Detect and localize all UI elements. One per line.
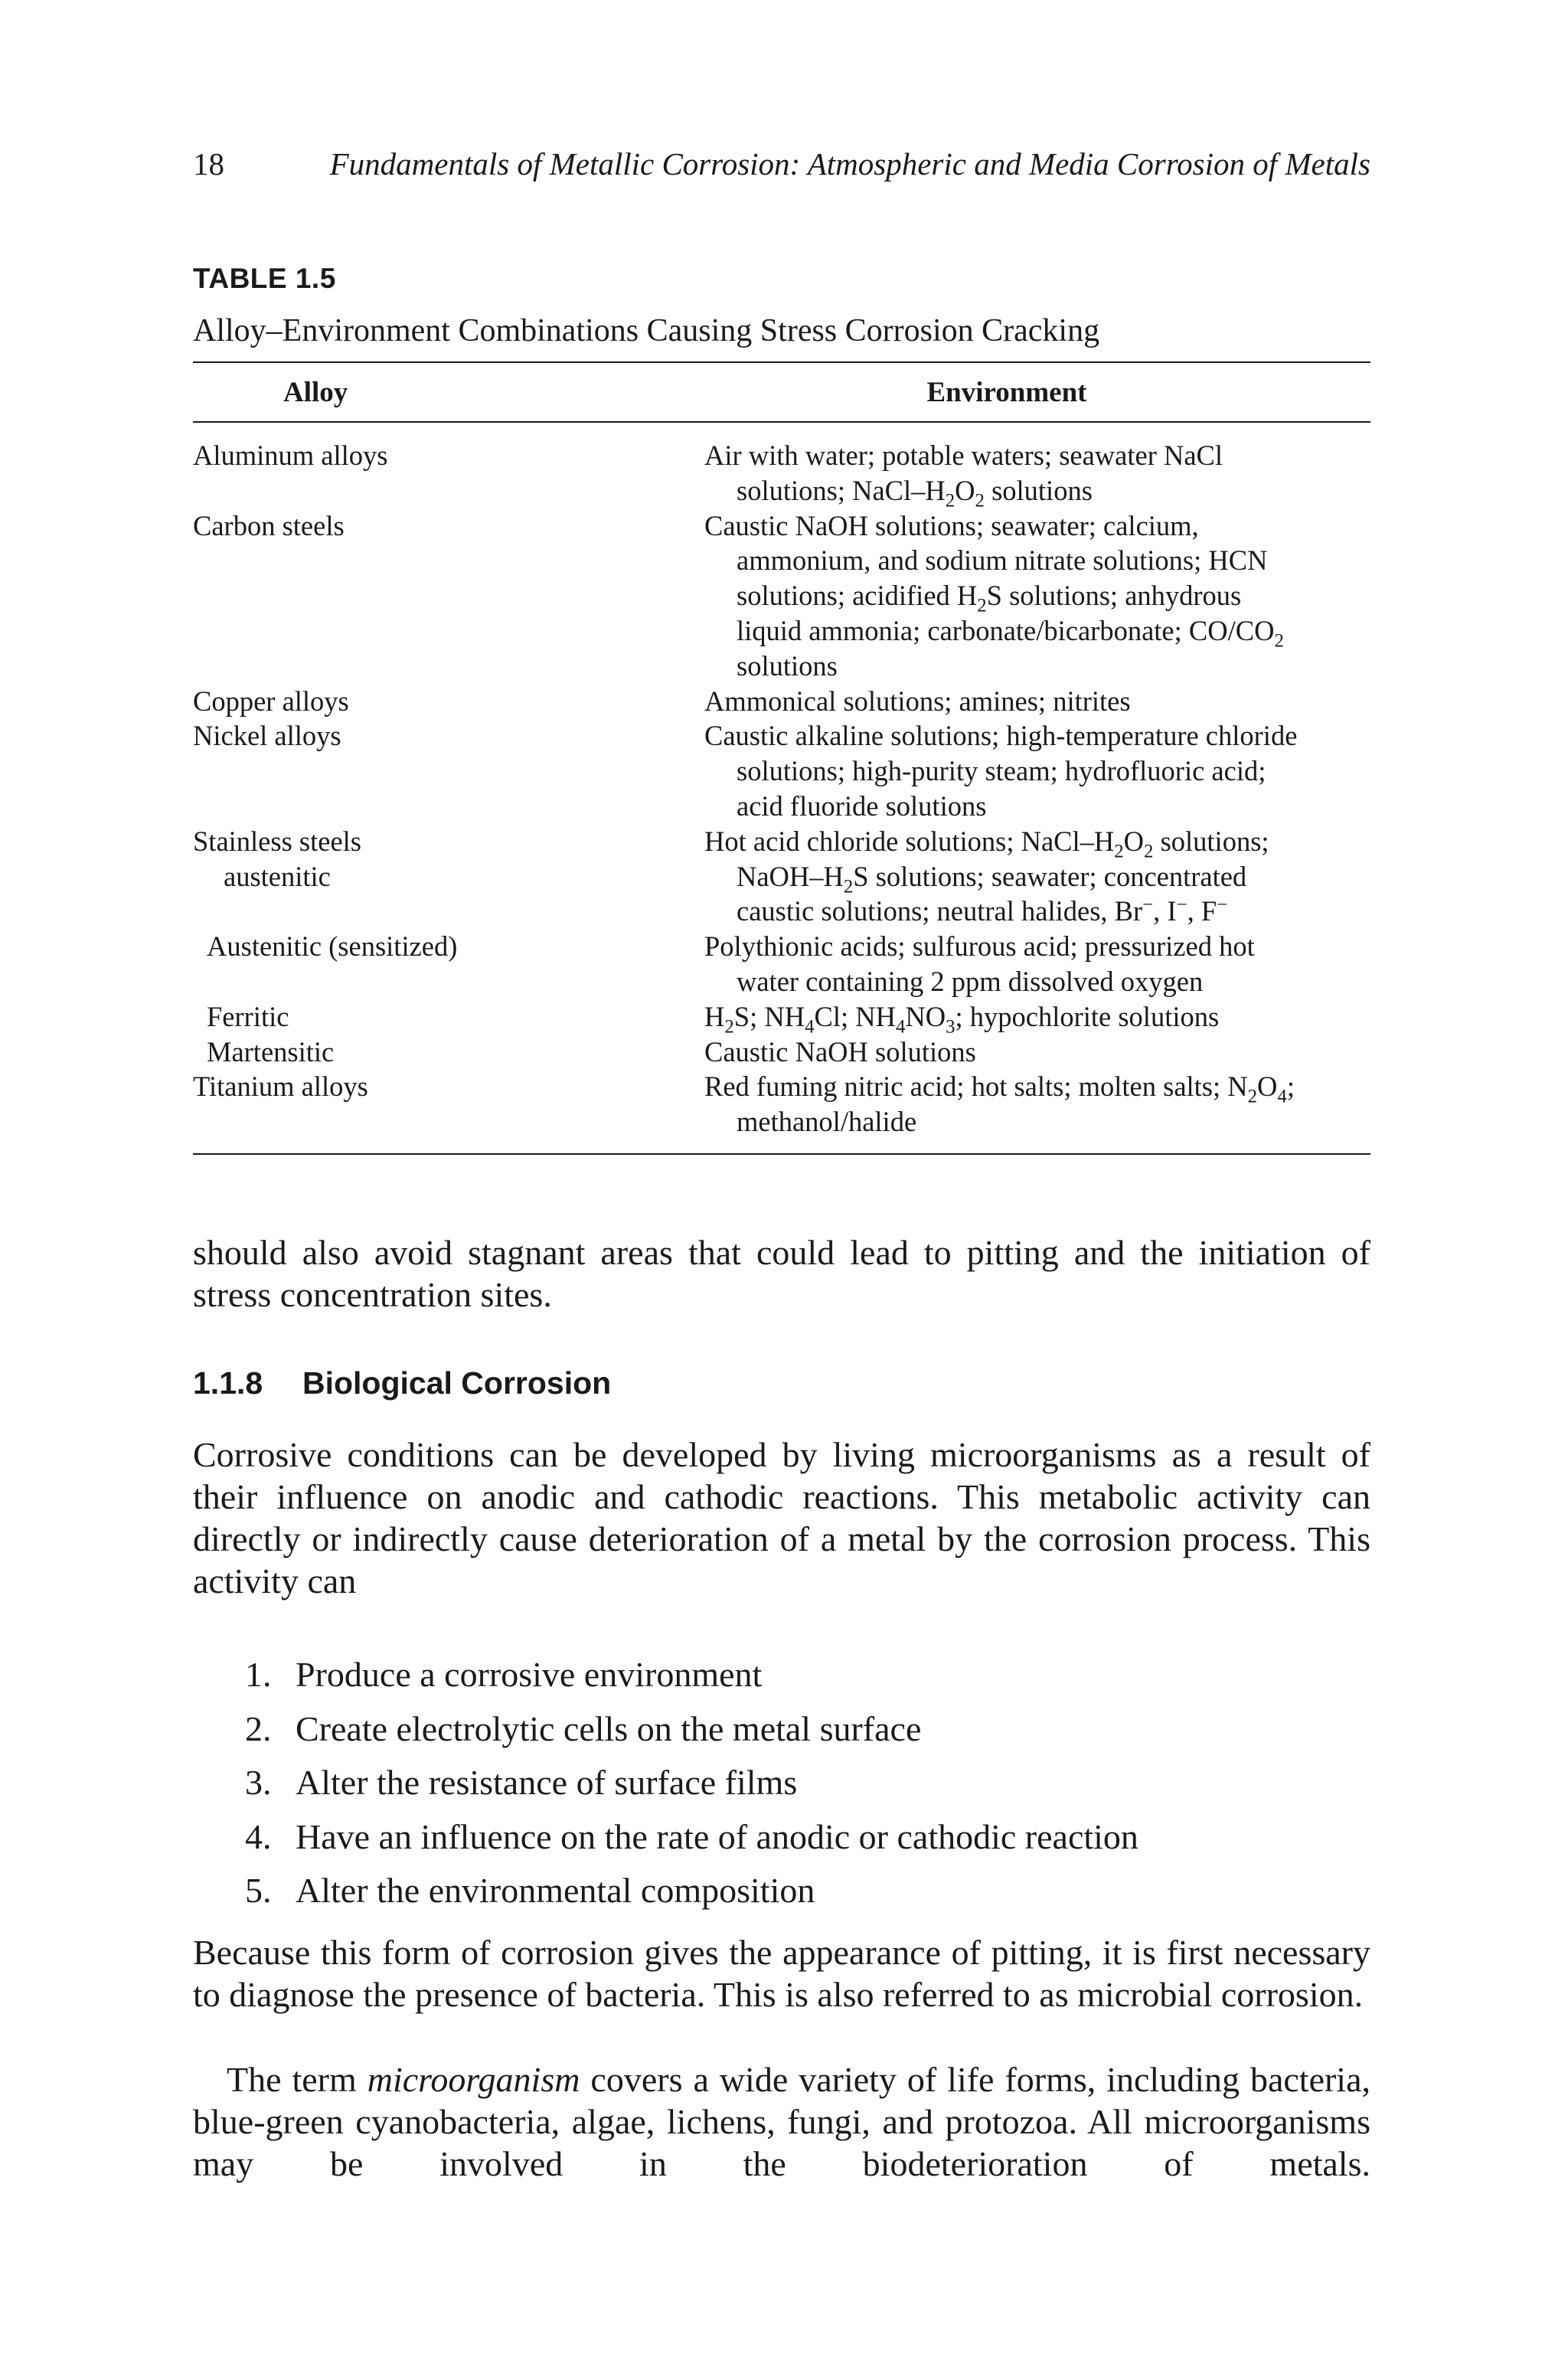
column-header-environment: Environment <box>926 376 1087 408</box>
table-label: TABLE 1.5 <box>193 263 336 294</box>
list-item <box>245 1864 1138 1918</box>
section-title: Biological Corrosion <box>302 1365 612 1401</box>
page-number: 18 <box>193 146 224 181</box>
alloy-cell: Martensitic <box>207 1035 335 1067</box>
list-item <box>245 1702 1138 1757</box>
environment-cell: Hot acid chloride solutions; NaCl–$H_2O_2$ solutions; NaOH–$H_2S$ solutions; seawater; concentrated caustic solutions; neutral halides, Br−, I−, F− <box>704 825 1269 927</box>
microorganism-term: microorganism <box>367 2060 580 2099</box>
activity-list <box>245 1648 1138 1918</box>
microorganism-text-start: The term <box>227 2060 368 2099</box>
list-item <box>245 1756 1138 1810</box>
running-title: Fundamentals of Metallic Corrosion: Atmospheric and Media Corrosion of Metals <box>329 146 1370 181</box>
alloy-cell: Carbon steels <box>193 509 345 541</box>
table-caption: Alloy–Environment Combinations Causing Stress Corrosion Cracking <box>193 313 1100 348</box>
section-heading <box>193 1362 611 1404</box>
environment-cell: Red fuming nitric acid; hot salts; molten salts; $N_2O_4$; methanol/halide <box>704 1071 1295 1138</box>
environment-cell: Ammonical solutions; amines; nitrites <box>704 685 1131 717</box>
microorganism-paragraph <box>193 2058 1370 2227</box>
list-item-number: 3. <box>245 1763 272 1802</box>
list-item-text: Alter the resistance of surface films <box>296 1763 798 1802</box>
environment-cell: Caustic alkaline solutions; high-temperature chloride solutions; high-purity steam; hydrofluoric acid; acid fluoride solutions <box>704 720 1298 822</box>
table-row <box>193 508 1370 684</box>
table-row <box>193 438 1370 512</box>
table-bottom-rule <box>193 1153 1370 1155</box>
alloy-cell: Aluminum alloys <box>193 440 388 471</box>
list-item-text: Produce a corrosive environment <box>296 1655 763 1694</box>
alloy-cell: Copper alloys <box>193 685 349 717</box>
bacteria-text: Because this form of corrosion gives the appearance of pitting, it is first necessary to diagnose the presence of bacteria. This is also referred to as microbial corrosion. <box>193 1933 1370 2014</box>
list-item-text: Have an influence on the rate of anodic or cathodic reaction <box>296 1816 1138 1856</box>
list-item-number: 1. <box>245 1655 272 1694</box>
intro-paragraph <box>193 1434 1370 1602</box>
alloy-cell: Stainless steels austenitic <box>193 825 361 892</box>
alloy-cell: Titanium alloys <box>193 1071 368 1103</box>
intro-text: Corrosive conditions can be developed by living microorganisms as a result of their influence on anodic and cathodic reactions. This metabolic activity can directly or indirectly cause deterioration of a metal by the corrosion process. This activity can <box>193 1435 1370 1600</box>
continuation-paragraph <box>193 1231 1370 1316</box>
list-item-number: 5. <box>245 1871 272 1910</box>
table-1-5 <box>193 259 1370 1155</box>
microorganism-text-rest: covers a wide variety of life forms, including bacteria, blue-green cyanobacteria, algae, lichens, fungi, and protozoa. All microorganisms may be involved in the biodeterioration of metals. <box>193 2060 1370 2183</box>
column-header-alloy: Alloy <box>283 376 348 408</box>
environment-cell: Caustic NaOH solutions; seawater; calcium, ammonium, and sodium nitrate solutions; HCN solutions; acidified $H_2S$ solutions; anhydrous liquid ammonia; carbonate/bicarbonate; $CO/CO_2$ solutions <box>704 509 1284 682</box>
alloy-cell: Ferritic <box>207 1000 289 1032</box>
table-row <box>193 718 1370 823</box>
environment-cell: $H_2S$; $NH_4Cl$; $NH_4NO_3$; hypochlorite solutions <box>704 1000 1220 1038</box>
environment-cell: Polythionic acids; sulfurous acid; pressurized hot water containing 2 ppm dissolved oxygen <box>704 930 1255 997</box>
table-row <box>193 1035 1370 1070</box>
section-number: 1.1.8 <box>193 1365 263 1401</box>
alloy-cell: Austenitic (sensitized) <box>207 930 458 963</box>
list-item <box>245 1648 1138 1702</box>
environment-cell: Air with water; potable waters; seawater NaCl solutions; NaCl–$H_2O_2$ solutions <box>704 440 1223 512</box>
environment-cell: Caustic NaOH solutions <box>704 1035 976 1067</box>
table-header-row <box>193 363 1370 421</box>
continuation-text: should also avoid stagnant areas that could lead to pitting and the initiation of stress concentration sites. <box>193 1233 1370 1314</box>
table-row <box>193 999 1370 1038</box>
list-item-number: 4. <box>245 1816 272 1856</box>
bacteria-paragraph <box>193 1931 1370 2016</box>
table-body <box>193 423 1370 1153</box>
table-row <box>193 929 1370 999</box>
list-item-text: Alter the environmental composition <box>296 1871 815 1910</box>
list-item <box>245 1810 1138 1865</box>
list-item-text: Create electrolytic cells on the metal surface <box>296 1708 922 1748</box>
table-row <box>193 824 1370 929</box>
alloy-cell: Nickel alloys <box>193 720 341 752</box>
list-item-number: 2. <box>245 1708 272 1748</box>
table-row <box>193 1069 1370 1139</box>
table-row <box>193 684 1370 719</box>
